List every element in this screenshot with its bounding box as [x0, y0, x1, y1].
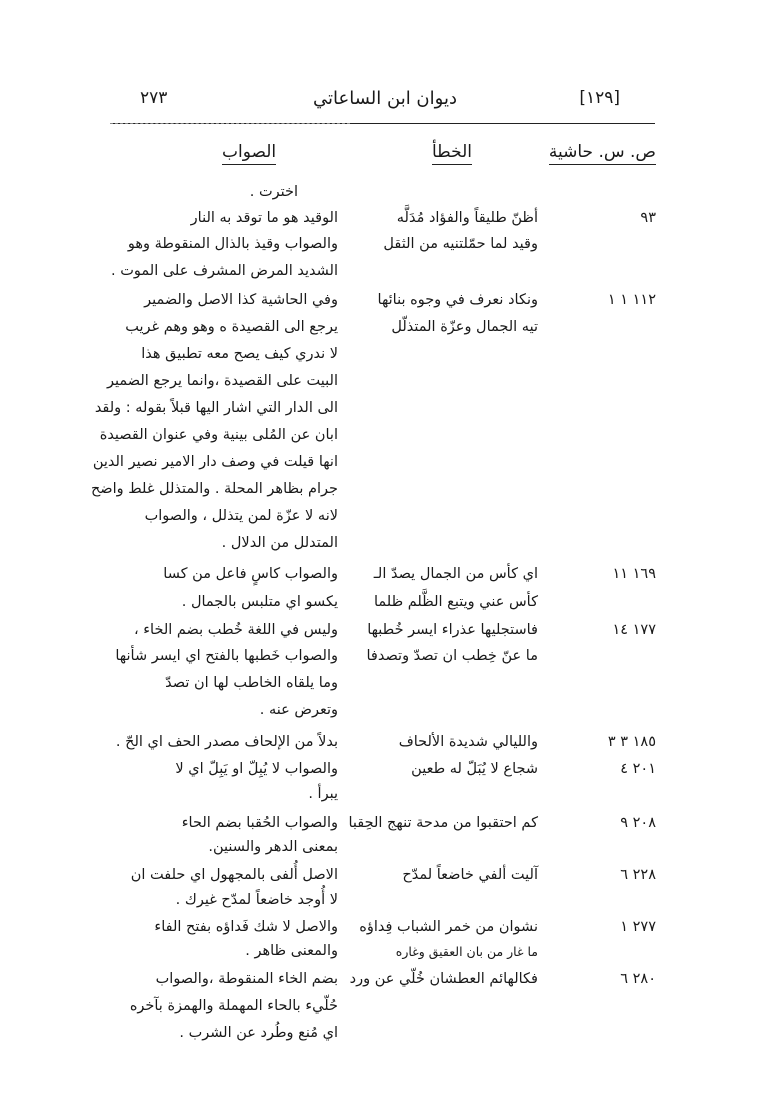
- entry-error: كأس عني ويتبع الظَّلم ظلما: [373, 594, 538, 610]
- entry-error: والليالي شديدة الألحاف: [398, 734, 538, 750]
- entry-correction: الشديد المرض المشرف على الموت .: [111, 263, 338, 279]
- entry-correction: وتعرض عنه .: [259, 702, 338, 718]
- entry-correction: لانه لا عزّة لمن يتذلل ، والصواب: [144, 508, 338, 524]
- running-head: [110, 88, 660, 118]
- entry-correction: ابان عن المُلى بينية وفي عنوان القصيدة: [99, 427, 338, 443]
- entry-ref: ٩٣: [640, 210, 656, 226]
- entry-correction: الوقيد هو ما توقد به النار: [190, 210, 338, 226]
- entry-correction: بضم الخاء المنقوطة ،والصواب: [155, 971, 338, 987]
- entry-error: وقيد لما حمّلتنيه من الثقل: [383, 236, 538, 252]
- entry-correction: لا ندري كيف يصح معه تطبيق هذا: [141, 346, 338, 362]
- entry-ref: ٢٨٠ ٦: [620, 971, 656, 987]
- entry-correction: والمعنى ظاهر .: [245, 943, 338, 959]
- entry-correction: وليس في اللغة خُطب بضم الخاء ،: [133, 622, 338, 638]
- entry-error: شجاع لا يُبَلّ له طعين: [411, 761, 538, 777]
- entry-correction: والصواب خَطبها بالفتح اي ايسر شأنها: [115, 648, 338, 664]
- entry-error: اي كأس من الجمال يصدّ الـ: [373, 566, 538, 582]
- entry-correction: والصواب لا يُبِلّ او يَبِلّ اي لا: [175, 761, 338, 777]
- entry-correction: البيت على القصيدة ،وانما يرجع الضمير: [106, 373, 338, 389]
- entry-correction: الاصل أُلفى بالمجهول اي حلفت ان: [130, 867, 338, 883]
- entry-correction: وفي الحاشية كذا الاصل والضمير: [144, 292, 338, 308]
- entry-correction: والصواب كاسٍ فاعل من كسا: [163, 566, 338, 582]
- entry-error: نشوان من خمر الشباب فِداؤه: [359, 919, 538, 935]
- column-header-correction: الصواب: [222, 142, 276, 165]
- entry-ref: ٢٧٧ ١: [620, 919, 656, 935]
- entry-correction: حُلّيء بالحاء المهملة والهمزة بآخره: [129, 998, 338, 1014]
- entry-ref: ٢٠١ ٤: [620, 761, 656, 777]
- entry-correction: والاصل لا شك فَداؤه بفتح الفاء: [154, 919, 338, 935]
- entry-error: كم احتقبوا من مدحة تنهج الحِقبا: [348, 815, 538, 831]
- entry-correction: وما يلقاه الخاطب لها ان تصدّ: [165, 675, 338, 691]
- entry-ref: ٢٢٨ ٦: [620, 867, 656, 883]
- entry-error: تيه الجمال وعزّة المتذلّل: [391, 319, 538, 335]
- entry-correction: بمعنى الدهر والسنين.: [208, 839, 338, 855]
- entry-error: فاستجليها عذراء ايسر خُطبها: [367, 622, 538, 638]
- entry-correction: لا أُوجد خاضعاً لمدّح غيرك .: [175, 892, 338, 908]
- column-header-error: الخطأ: [432, 142, 472, 165]
- entry-correction: يكسو اي متلبس بالجمال .: [181, 594, 338, 610]
- entry-correction: والصواب وقيذ بالذال المنقوطة وهو: [127, 236, 338, 252]
- entry-correction: بدلاً من الإلحاف مصدر الحف اي الحّ .: [115, 734, 338, 750]
- carryover-text: اخترت .: [249, 184, 298, 200]
- entry-ref: ٢٠٨ ٩: [620, 815, 656, 831]
- page-number: ٢٧٣: [140, 88, 168, 108]
- entry-error: ما غار من بان العقيق وغاره: [395, 944, 538, 959]
- entry-correction: الى الدار التي اشار اليها قبلاً بقوله : ولقد: [94, 400, 338, 416]
- entry-correction: والصواب الحُقبا بضم الحاء: [181, 815, 338, 831]
- section-number: [١٢٩]: [579, 88, 620, 108]
- entry-correction: جرام بظاهر المحلة . والمتذلل غلط واضح: [90, 481, 338, 497]
- entry-correction: انها قيلت في وصف دار الامير نصير الدين: [92, 454, 338, 470]
- entry-correction: المتدلل من الدلال .: [221, 535, 338, 551]
- entry-ref: ١٦٩ ١١: [612, 566, 656, 582]
- column-header-reference: ص. س. حاشية: [549, 142, 656, 165]
- entry-error: ما عنّ خِطب ان تصدّ وتصدفا: [366, 648, 538, 664]
- entry-error: فكالهائم العطشان خُلّي عن ورد: [349, 971, 538, 987]
- entry-ref: ١٨٥ ٣ ٣: [607, 734, 656, 750]
- book-title: ديوان ابن الساعاتي: [313, 88, 457, 109]
- entry-ref: ١٧٧ ١٤: [612, 622, 656, 638]
- entry-ref: ١١٢ ١ ١: [607, 292, 656, 308]
- entry-error: أظنّ طليقاً والفؤاد مُدَلَّه: [396, 210, 538, 226]
- entry-correction: اي مُنع وطُرد عن الشرب .: [179, 1025, 338, 1041]
- header-rule-dashed: [110, 123, 350, 124]
- entry-correction: يبرأ .: [308, 786, 338, 802]
- entry-error: آليت ألفي خاضعاً لمدّح: [402, 867, 538, 883]
- entry-correction: يرجع الى القصيدة ه وهو وهم غريب: [125, 319, 338, 335]
- entry-error: ونكاد نعرف في وجوه بنائها: [377, 292, 538, 308]
